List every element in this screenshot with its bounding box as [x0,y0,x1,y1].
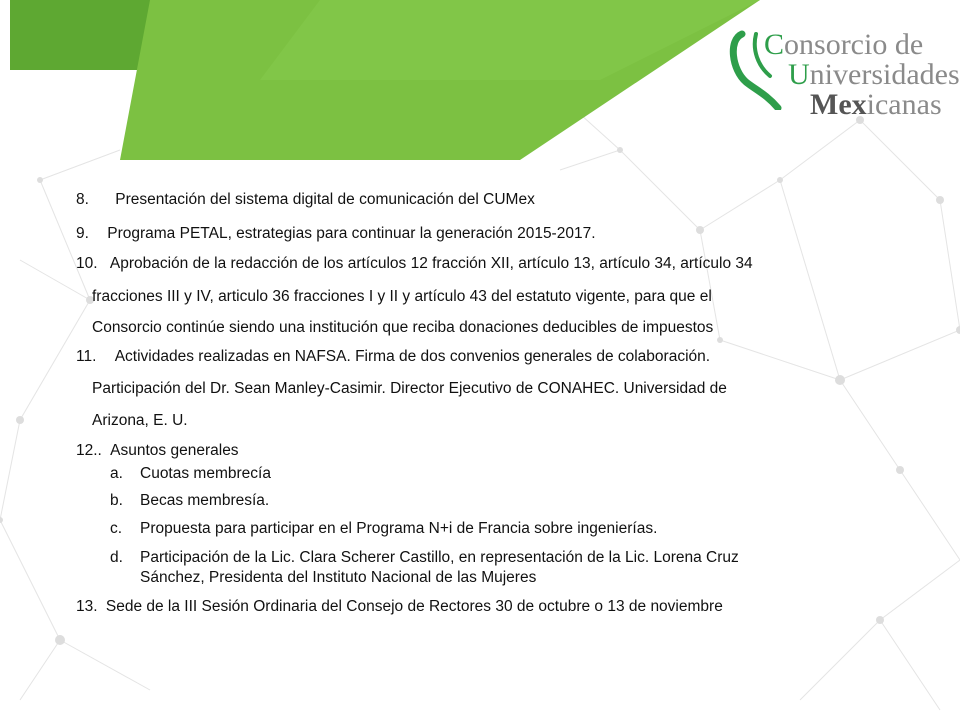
subitem-text: Propuesta para participar en el Programa N+i de Francia sobre ingenierías. [140,520,658,537]
agenda-item-11 [76,347,710,367]
agenda-item-8 [76,190,535,210]
subitem-letter: b. [110,492,123,509]
item-number: 10. [76,255,98,272]
agenda-item-12 [76,441,239,461]
subitem-text: Becas membresía. [140,492,270,509]
subitem-d-line2: Sánchez, Presidenta del Instituto Nacional de las Mujeres [140,569,537,586]
logo-line-universidades: Universidades [788,58,960,91]
agenda-item-10-line3: Consorcio continúe siendo una institución que reciba donaciones deducibles de impuestos [92,319,714,336]
agenda-item-11-line3: Arizona, E. U. [92,412,188,429]
item-text-line1: Actividades realizadas en NAFSA. Firma de dos convenios generales de colaboración. [114,348,711,365]
item-number: 12.. [76,442,102,459]
item-number: 11. [76,348,97,365]
agenda-item-10 [76,254,753,274]
subitem-b [110,491,270,511]
subitem-letter: a. [110,465,123,482]
agenda-item-10-line2: fracciones III y IV, articulo 36 fracciones I y II y artículo 43 del estatuto vigente, para que el [92,288,712,305]
agenda-item-11-line2: Participación del Dr. Sean Manley-Casimir. Director Ejecutivo de CONAHEC. Universidad de [92,380,727,397]
item-number: 8. [76,191,89,208]
subitem-d [110,548,739,568]
agenda-item-13 [76,597,723,617]
item-text: Programa PETAL, estrategias para continuar la generación 2015-2017. [107,225,596,242]
item-number: 13. [76,598,98,615]
item-text: Asuntos generales [110,442,239,459]
agenda-item-9 [76,224,596,244]
subitem-text: Cuotas membrecía [140,465,271,482]
item-text: Presentación del sistema digital de comunicación del CUMex [115,191,535,208]
subitem-letter: d. [110,549,123,566]
item-number: 9. [76,225,89,242]
item-text: Sede de la III Sesión Ordinaria del Consejo de Rectores 30 de octubre o 13 de noviembre [105,598,723,615]
logo-line-mexicanas: Mexicanas [810,88,942,121]
item-text-line1: Aprobación de la redacción de los artículos 12 fracción XII, artículo 13, artículo 34, artículo 34 [109,255,753,272]
subitem-letter: c. [110,520,123,537]
subitem-text: Participación de la Lic. Clara Scherer Castillo, en representación de la Lic. Lorena Cruz [140,549,739,566]
subitem-c [110,519,658,539]
subitem-a [110,464,271,484]
logo-line-consorcio: Consorcio de [764,28,924,61]
